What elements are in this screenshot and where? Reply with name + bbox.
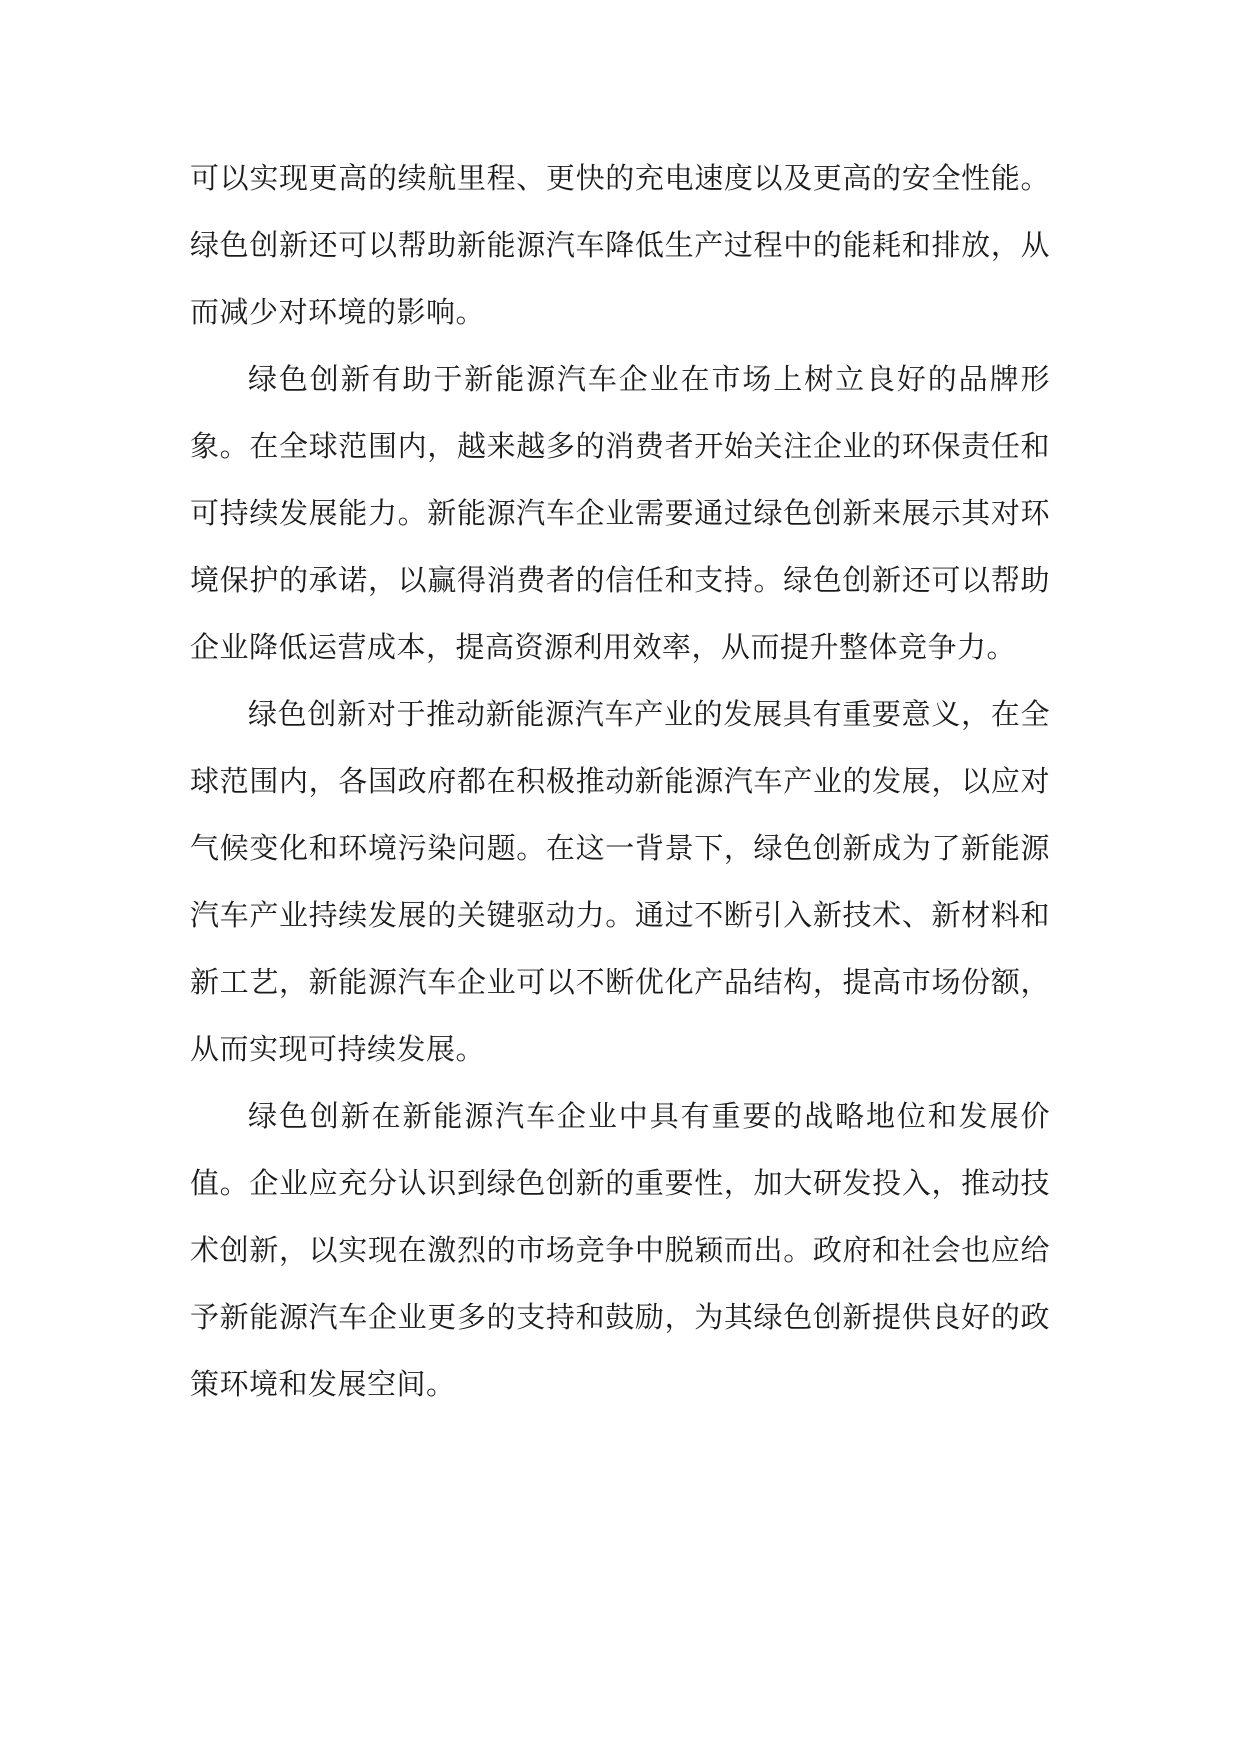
document-body	[190, 145, 1050, 1418]
paragraph-continuation: 可以实现更高的续航里程、更快的充电速度以及更高的安全性能。绿色创新还可以帮助新能源汽车降低生产过程中的能耗和排放，从而减少对环境的影响。	[190, 161, 1050, 329]
paragraph-brand-image: 绿色创新有助于新能源汽车企业在市场上树立良好的品牌形象。在全球范围内，越来越多的消费者开始关注企业的环保责任和可持续发展能力。新能源汽车企业需要通过绿色创新来展示其对环境保护的承诺，以赢得消费者的信任和支持。绿色创新还可以帮助企业降低运营成本，提高资源利用效率，从而提升整体竞争力。	[190, 362, 1050, 664]
paragraph-strategic-value: 绿色创新在新能源汽车企业中具有重要的战略地位和发展价值。企业应充分认识到绿色创新的重要性，加大研发投入，推动技术创新，以实现在激烈的市场竞争中脱颖而出。政府和社会也应给予新能源汽车企业更多的支持和鼓励，为其绿色创新提供良好的政策环境和发展空间。	[190, 1099, 1050, 1401]
paragraph-industry-development: 绿色创新对于推动新能源汽车产业的发展具有重要意义，在全球范围内，各国政府都在积极推动新能源汽车产业的发展，以应对气候变化和环境污染问题。在这一背景下，绿色创新成为了新能源汽车产业持续发展的关键驱动力。通过不断引入新技术、新材料和新工艺，新能源汽车企业可以不断优化产品结构，提高市场份额，从而实现可持续发展。	[190, 697, 1050, 1066]
